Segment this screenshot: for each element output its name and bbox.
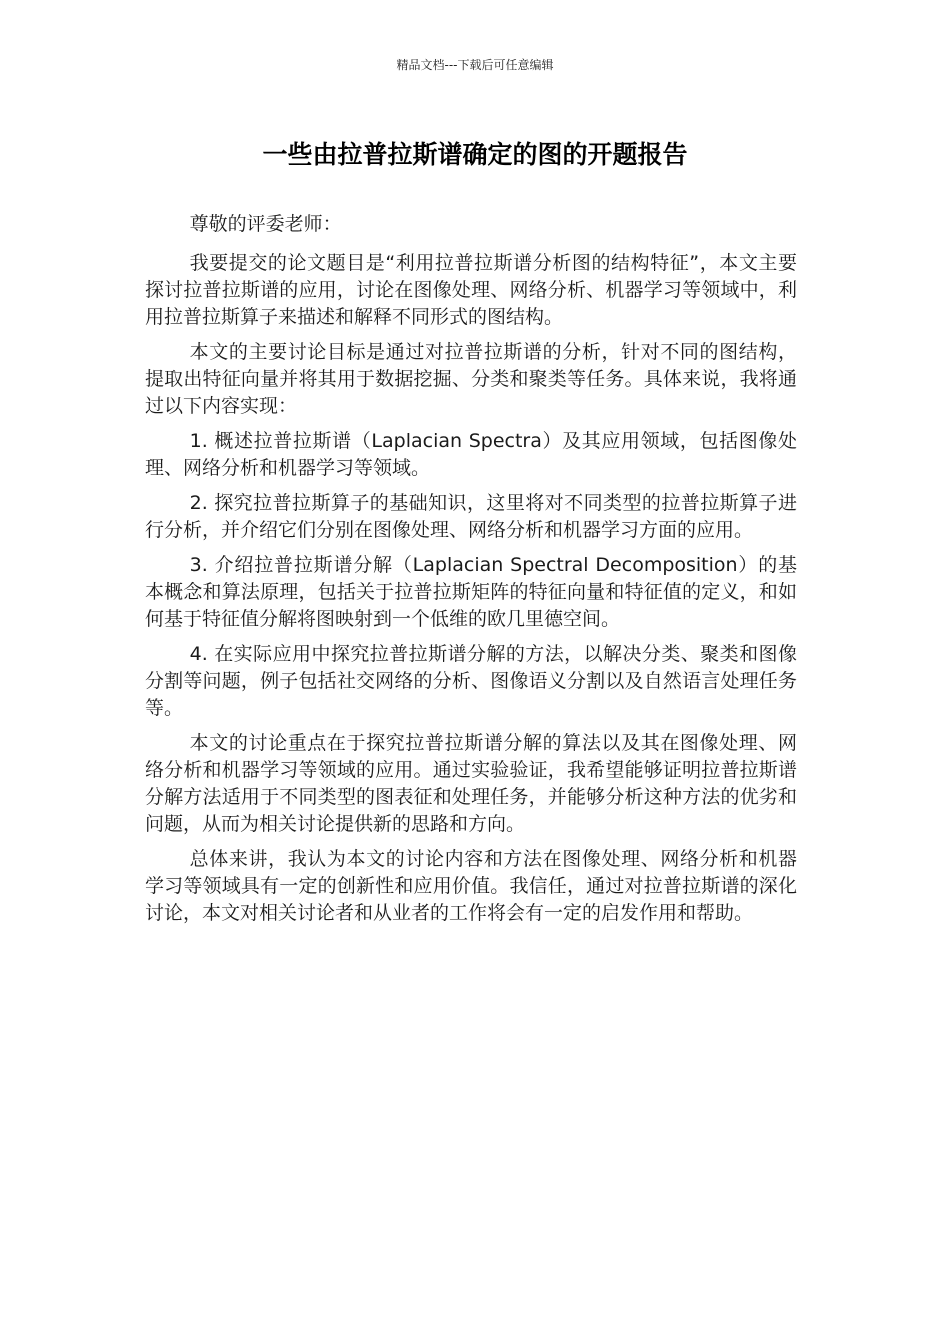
document-title: 一些由拉普拉斯谱确定的图的开题报告 [262, 140, 688, 169]
paragraph-goals: 本文的主要讨论目标是通过对拉普拉斯谱的分析，针对不同的图结构，提取出特征向量并将其用于数据挖掘、分类和聚类等任务。具体来说，我将通过以下内容实现： [145, 341, 797, 417]
paragraph-intro: 我要提交的论文题目是“利用拉普拉斯谱分析图的结构特征”，本文主要探讨拉普拉斯谱的应用，讨论在图像处理、网络分析、机器学习等领域中，利用拉普拉斯算子来描述和解释不同形式的图结构。 [145, 252, 797, 328]
list-item-4: 4. 在实际应用中探究拉普拉斯谱分解的方法，以解决分类、聚类和图像分割等问题，例子包括社交网络的分析、图像语义分割以及自然语言处理任务等。 [145, 643, 797, 719]
salutation: 尊敬的评委老师： [189, 213, 342, 235]
paragraph-focus: 本文的讨论重点在于探究拉普拉斯谱分解的算法以及其在图像处理、网络分析和机器学习等领域的应用。通过实验验证，我希望能够证明拉普拉斯谱分解方法适用于不同类型的图表征和处理任务，并能够分析这种方法的优劣和问题，从而为相关讨论提供新的思路和方向。 [145, 732, 797, 835]
list-item-3: 3. 介绍拉普拉斯谱分解（Laplacian Spectral Decomposition）的基本概念和算法原理，包括关于拉普拉斯矩阵的特征向量和特征值的定义，和如何基于特征值分解将图映射到一个低维的欧几里德空间。 [145, 554, 797, 630]
page-header-watermark: 精品文档---下载后可任意编辑 [396, 58, 554, 72]
paragraph-conclusion: 总体来讲，我认为本文的讨论内容和方法在图像处理、网络分析和机器学习等领域具有一定的创新性和应用价值。我信任，通过对拉普拉斯谱的深化讨论，本文对相关讨论者和从业者的工作将会有一定的启发作用和帮助。 [145, 848, 797, 924]
document-body [145, 211, 797, 935]
list-item-2: 2. 探究拉普拉斯算子的基础知识，这里将对不同类型的拉普拉斯算子进行分析，并介绍它们分别在图像处理、网络分析和机器学习方面的应用。 [145, 492, 797, 541]
list-item-1: 1. 概述拉普拉斯谱（Laplacian Spectra）及其应用领域，包括图像处理、网络分析和机器学习等领域。 [145, 430, 797, 479]
